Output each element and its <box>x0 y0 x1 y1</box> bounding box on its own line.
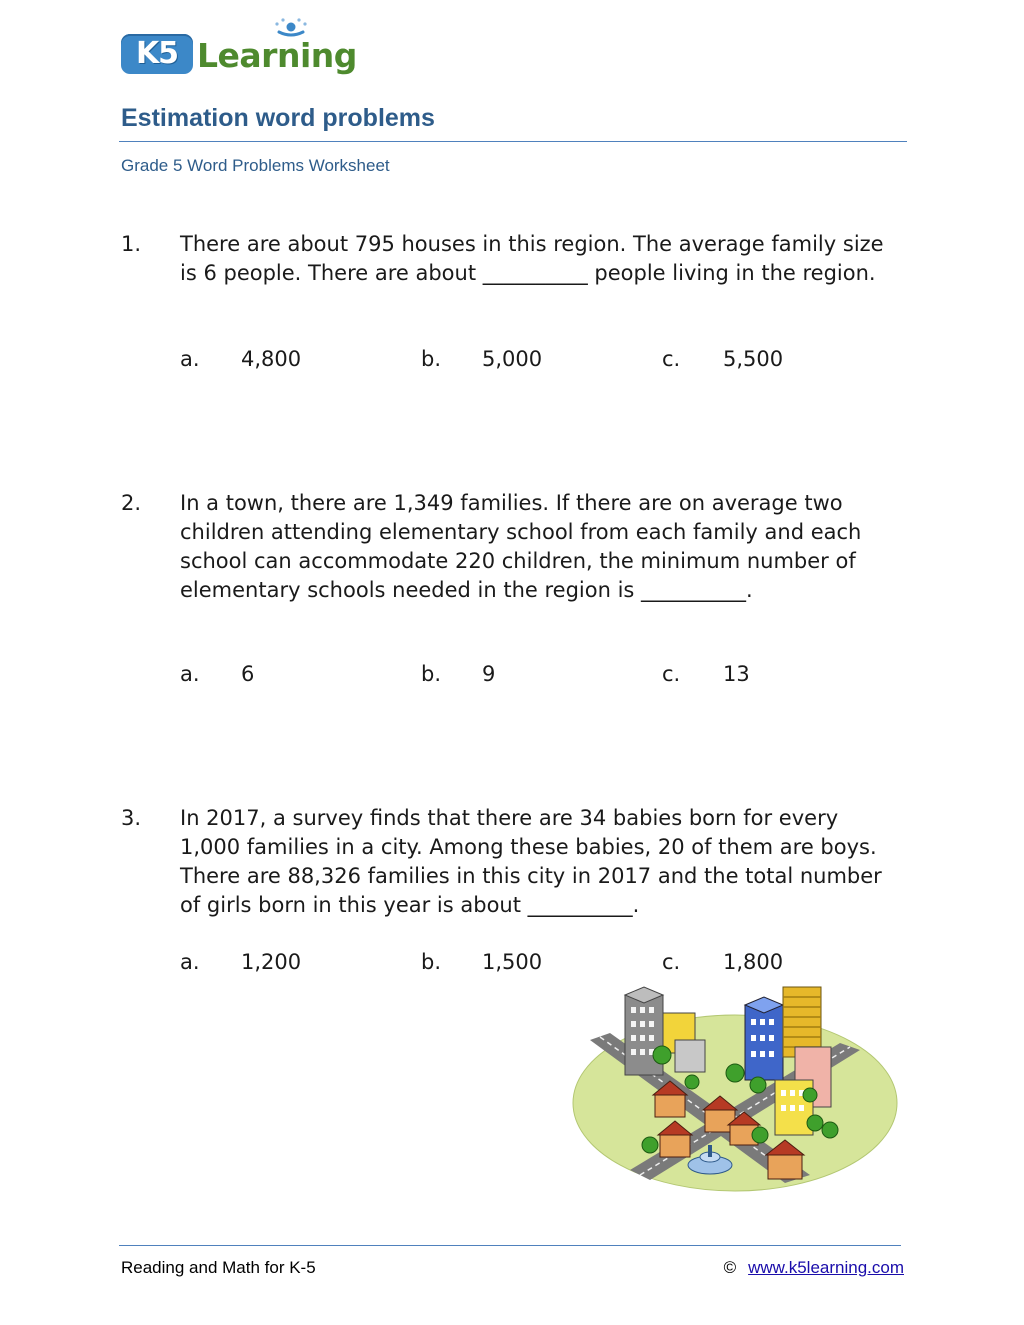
choice-value: 4,800 <box>241 347 302 371</box>
choice-letter: b. <box>421 662 442 686</box>
choice-value: 1,200 <box>241 950 302 974</box>
choice-letter: c. <box>662 950 681 974</box>
choice-value: 13 <box>723 662 750 686</box>
choice-value: 1,800 <box>723 950 784 974</box>
copyright-symbol: © <box>723 1258 737 1277</box>
city-illustration <box>570 985 900 1195</box>
question-3-choices <box>180 948 880 978</box>
choice-letter: b. <box>421 347 442 371</box>
question-2-choices <box>180 660 880 690</box>
question-text: There are about 795 houses in this region. The average family size is 6 people. There are about __________ people living in the region. <box>180 232 884 285</box>
choice-letter: c. <box>662 347 681 371</box>
choice-letter: b. <box>421 950 442 974</box>
question-number: 3. <box>121 806 142 830</box>
logo-wordmark: Learning <box>197 36 357 75</box>
title-divider <box>119 141 907 142</box>
choice-letter: a. <box>180 347 200 371</box>
choice-value: 6 <box>241 662 255 686</box>
choice-value: 1,500 <box>482 950 543 974</box>
website-link[interactable]: www.k5learning.com <box>748 1258 904 1277</box>
worksheet-subtitle: Grade 5 Word Problems Worksheet <box>121 156 390 175</box>
question-number: 2. <box>121 491 142 515</box>
choice-value: 5,500 <box>723 347 784 371</box>
question-1-choices <box>180 345 880 375</box>
logo-figure-icon <box>271 18 311 48</box>
footer-site <box>724 1258 904 1278</box>
choice-letter: a. <box>180 662 200 686</box>
logo-badge-text: K5 <box>135 36 179 71</box>
choice-letter: a. <box>180 950 200 974</box>
question-number: 1. <box>121 232 142 256</box>
k5-learning-logo <box>121 18 357 76</box>
choice-value: 5,000 <box>482 347 543 371</box>
footer-divider <box>119 1245 901 1246</box>
choice-letter: c. <box>662 662 681 686</box>
worksheet-title: Estimation word problems <box>121 104 435 132</box>
question-text: In a town, there are 1,349 families. If there are on average two children attending elementary school from each family and each school can accommodate 220 children, the minimum number of elementary schools needed in the region is __________. <box>180 491 862 602</box>
choice-value: 9 <box>482 662 496 686</box>
footer-tagline: Reading and Math for K-5 <box>121 1258 316 1277</box>
question-text: In 2017, a survey finds that there are 34 babies born for every 1,000 families in a city. Among these babies, 20 of them are boys. There are 88,326 families in this city in 2017 and the total number of girls born in this year is about __________. <box>180 806 882 917</box>
